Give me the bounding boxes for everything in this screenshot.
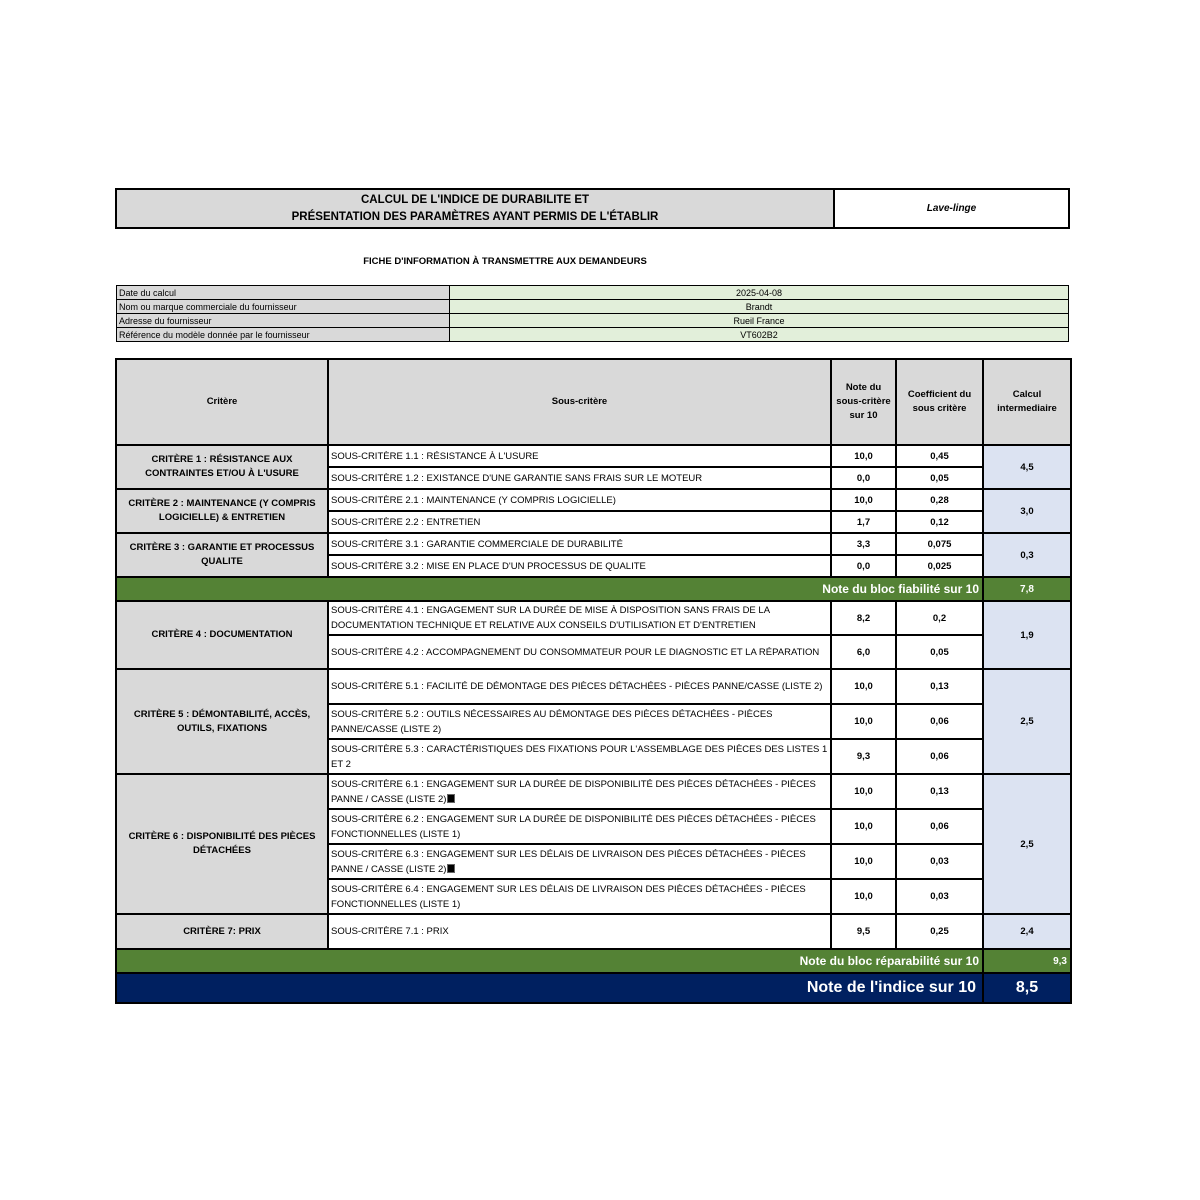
table-row [116,489,1071,511]
sub-criterion-label: SOUS-CRITÈRE 5.1 : FACILITÉ DE DÉMONTAGE DES PIÈCES DÉTACHÉES - PIÈCES PANNE/CASSE (LISTE 2) [328,669,831,704]
bloc-reparabilite-label: Note du bloc réparabilité sur 10 [116,949,983,973]
bloc-reparabilite-row [116,949,1071,973]
footnote-marker-icon [447,794,455,803]
sub-criterion-coef: 0,28 [896,489,983,511]
criterion-calc: 4,5 [983,445,1071,489]
criterion-calc: 1,9 [983,601,1071,669]
sub-criterion-note: 6,0 [831,635,896,669]
criterion-name: CRITÈRE 3 : GARANTIE ET PROCESSUS QUALITE [116,533,328,577]
header-row [116,359,1071,445]
col-header-critere: Critère [116,359,328,445]
sub-criterion-label: SOUS-CRITÈRE 1.2 : EXISTANCE D'UNE GARANTIE SANS FRAIS SUR LE MOTEUR [328,467,831,489]
table-row [116,445,1071,467]
sub-criterion-coef: 0,06 [896,704,983,739]
sub-criterion-note: 10,0 [831,844,896,879]
table-row [116,774,1071,809]
info-row [117,328,1069,342]
info-value: Brandt [450,300,1069,314]
document-title [117,190,835,227]
sub-criterion-coef: 0,2 [896,601,983,635]
sub-criterion-coef: 0,25 [896,914,983,949]
sub-criterion-note: 0,0 [831,467,896,489]
sub-criterion-coef: 0,45 [896,445,983,467]
criterion-name: CRITÈRE 1 : RÉSISTANCE AUX CONTRAINTES ET/OU À L'USURE [116,445,328,489]
sub-criterion-coef: 0,03 [896,879,983,914]
sub-criterion-label: SOUS-CRITÈRE 1.1 : RÉSISTANCE À L'USURE [328,445,831,467]
criterion-name: CRITÈRE 6 : DISPONIBILITÉ DES PIÈCES DÉTACHÉES [116,774,328,914]
document-header [115,188,1070,229]
sub-criterion-note: 10,0 [831,669,896,704]
criterion-name: CRITÈRE 2 : MAINTENANCE (Y COMPRIS LOGICIELLE) & ENTRETIEN [116,489,328,533]
final-score-value: 8,5 [983,973,1071,1003]
criterion-name: CRITÈRE 4 : DOCUMENTATION [116,601,328,669]
info-label: Nom ou marque commerciale du fournisseur [117,300,450,314]
bloc-fiabilite-value: 7,8 [983,577,1071,601]
sub-criterion-note: 0,0 [831,555,896,577]
criterion-name: CRITÈRE 7: PRIX [116,914,328,949]
sub-criterion-coef: 0,03 [896,844,983,879]
sub-criterion-note: 3,3 [831,533,896,555]
sub-criterion-note: 10,0 [831,774,896,809]
sub-criterion-label: SOUS-CRITÈRE 3.2 : MISE EN PLACE D'UN PROCESSUS DE QUALITE [328,555,831,577]
sub-criterion-coef: 0,12 [896,511,983,533]
bloc-fiabilite-label: Note du bloc fiabilité sur 10 [116,577,983,601]
sub-criterion-note: 10,0 [831,879,896,914]
sub-criterion-note: 10,0 [831,489,896,511]
info-row [117,286,1069,300]
sub-criterion-note: 9,5 [831,914,896,949]
document-subtitle: FICHE D'INFORMATION À TRANSMETTRE AUX DEMANDEURS [363,256,647,267]
info-label: Référence du modèle donnée par le fournisseur [117,328,450,342]
sub-criterion-coef: 0,025 [896,555,983,577]
sub-criterion-coef: 0,06 [896,809,983,844]
criterion-calc: 2,5 [983,774,1071,914]
info-label: Date du calcul [117,286,450,300]
sub-criterion-cell [328,774,831,809]
sub-criterion-label: SOUS-CRITÈRE 5.2 : OUTILS NÉCESSAIRES AU DÉMONTAGE DES PIÈCES DÉTACHÉES - PIÈCES PANNE/CASSE (LISTE 2) [328,704,831,739]
sub-criterion-cell [328,844,831,879]
col-header-sous-critere: Sous-critère [328,359,831,445]
criterion-name: CRITÈRE 5 : DÉMONTABILITÉ, ACCÈS, OUTILS, FIXATIONS [116,669,328,774]
sub-criterion-label: SOUS-CRITÈRE 4.1 : ENGAGEMENT SUR LA DURÉE DE MISE À DISPOSITION SANS FRAIS DE LA DOCUMENTATION TECHNIQUE ET RELATIVE AUX CONSEILS D'UTILISATION ET D'ENTRETIEN [328,601,831,635]
sub-criterion-note: 10,0 [831,809,896,844]
criteria-table [115,358,1072,1004]
criterion-calc: 3,0 [983,489,1071,533]
criterion-calc: 2,5 [983,669,1071,774]
bloc-reparabilite-value: 9,3 [983,949,1071,973]
sub-criterion-label: SOUS-CRITÈRE 6.4 : ENGAGEMENT SUR LES DÉLAIS DE LIVRAISON DES PIÈCES DÉTACHÉES - PIÈCES FONCTIONNELLES (LISTE 1) [328,879,831,914]
sub-criterion-label: SOUS-CRITÈRE 4.2 : ACCOMPAGNEMENT DU CONSOMMATEUR POUR LE DIAGNOSTIC ET LA RÉPARATION [328,635,831,669]
final-score-label: Note de l'indice sur 10 [116,973,983,1003]
sub-criterion-note: 10,0 [831,704,896,739]
sub-criterion-label: SOUS-CRITÈRE 5.3 : CARACTÉRISTIQUES DES FIXATIONS POUR L'ASSEMBLAGE DES PIÈCES DES LISTES 1 ET 2 [328,739,831,774]
sub-criterion-label: SOUS-CRITÈRE 6.2 : ENGAGEMENT SUR LA DURÉE DE DISPONIBILITÉ DES PIÈCES DÉTACHÉES - PIÈCES FONCTIONNELLES (LISTE 1) [328,809,831,844]
info-table [116,285,1069,342]
sub-criterion-label: SOUS-CRITÈRE 7.1 : PRIX [328,914,831,949]
criterion-calc: 2,4 [983,914,1071,949]
table-row [116,533,1071,555]
info-label: Adresse du fournisseur [117,314,450,328]
col-header-coef: Coefficient du sous critère [896,359,983,445]
sub-criterion-coef: 0,075 [896,533,983,555]
info-row [117,314,1069,328]
footnote-marker-icon [447,864,455,873]
table-row [116,914,1071,949]
title-line-2: PRÉSENTATION DES PARAMÈTRES AYANT PERMIS DE L'ÉTABLIR [291,210,659,223]
sub-criterion-coef: 0,13 [896,669,983,704]
criterion-calc: 0,3 [983,533,1071,577]
table-row [116,669,1071,704]
sub-criterion-note: 9,3 [831,739,896,774]
sub-criterion-note: 10,0 [831,445,896,467]
sub-criterion-label: SOUS-CRITÈRE 2.1 : MAINTENANCE (Y COMPRIS LOGICIELLE) [328,489,831,511]
col-header-calc: Calcul intermediaire [983,359,1071,445]
info-value: VT602B2 [450,328,1069,342]
table-row [116,601,1071,635]
sub-criterion-coef: 0,05 [896,635,983,669]
sub-criterion-label: SOUS-CRITÈRE 2.2 : ENTRETIEN [328,511,831,533]
info-row [117,300,1069,314]
final-score-row [116,973,1071,1003]
col-header-note: Note du sous-critère sur 10 [831,359,896,445]
sub-criterion-coef: 0,13 [896,774,983,809]
sub-criterion-coef: 0,06 [896,739,983,774]
sub-criterion-label: SOUS-CRITÈRE 6.1 : ENGAGEMENT SUR LA DURÉE DE DISPONIBILITÉ DES PIÈCES DÉTACHÉES - PIÈCES PANNE / CASSE (LISTE 2) [331,778,816,805]
sub-criterion-label: SOUS-CRITÈRE 3.1 : GARANTIE COMMERCIALE DE DURABILITÉ [328,533,831,555]
info-value: Rueil France [450,314,1069,328]
product-type: Lave-linge [926,203,977,214]
info-value: 2025-04-08 [450,286,1069,300]
sub-criterion-label: SOUS-CRITÈRE 6.3 : ENGAGEMENT SUR LES DÉLAIS DE LIVRAISON DES PIÈCES DÉTACHÉES - PIÈCES PANNE / CASSE (LISTE 2) [331,848,806,875]
title-line-1: CALCUL DE L'INDICE DE DURABILITE ET [360,193,590,206]
sub-criterion-coef: 0,05 [896,467,983,489]
sub-criterion-note: 8,2 [831,601,896,635]
sub-criterion-note: 1,7 [831,511,896,533]
bloc-fiabilite-row [116,577,1071,601]
